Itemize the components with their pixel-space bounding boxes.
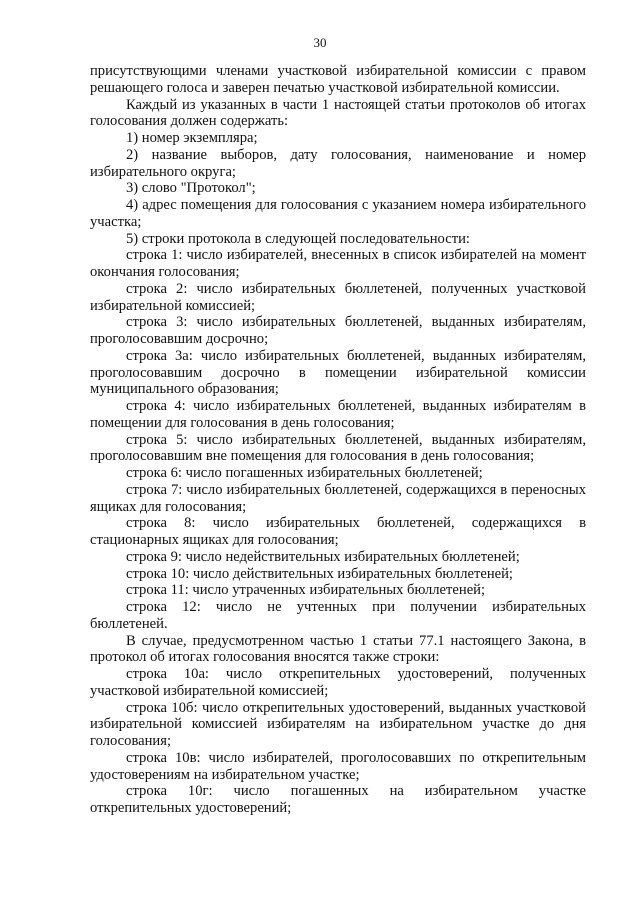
protocol-line-7: строка 7: число избирательных бюллетеней, содержащихся в переносных ящиках для голосования; xyxy=(90,481,586,515)
protocol-line-10: строка 10: число действительных избирательных бюллетеней; xyxy=(126,565,513,582)
protocol-line-10g: строка 10г: число погашенных на избирательном участке открепительных удостоверений; xyxy=(90,783,586,816)
protocol-line-6: строка 6: число погашенных избирательных бюллетеней; xyxy=(126,465,483,481)
paragraph-continuation: присутствующими членами участковой избирательной комиссии с правом решающего голоса и заверен печатью участковой избирательной комиссии. xyxy=(90,63,586,96)
protocol-line-10b: строка 10б: число открепительных удостоверений, выданных участковой избирательной комиссией избирателям на избирательном участке до дня голосования; xyxy=(90,699,586,749)
page-number: 30 xyxy=(313,35,327,50)
protocol-line-3a: строка 3а: число избирательных бюллетеней, выданных избирателям, проголосовавшим досрочно в помещении избирательной комиссии муниципального образования; xyxy=(90,347,586,398)
document-body xyxy=(90,63,586,817)
protocol-line-11: строка 11: число утраченных избирательных бюллетеней; xyxy=(126,582,486,599)
protocol-line-4: строка 4: число избирательных бюллетеней, выданных избирателям в помещении для голосования в день голосования; xyxy=(90,398,586,431)
protocol-line-5: строка 5: число избирательных бюллетеней, выданных избирателям, проголосовавшим вне помещения для голосования в день голосования; xyxy=(90,431,586,465)
protocol-line-2: строка 2: число избирательных бюллетеней, полученных участковой избирательной комиссией; xyxy=(90,280,586,314)
protocol-line-8: строка 8: число избирательных бюллетеней, содержащихся в стационарных ящиках для голосования; xyxy=(90,515,586,548)
paragraph-protocol-contents: Каждый из указанных в части 1 настоящей статьи протоколов об итогах голосования должен содержать: xyxy=(90,96,586,130)
list-item-2: 2) название выборов, дату голосования, наименование и номер избирательного округа; xyxy=(90,146,586,180)
protocol-line-10a: строка 10а: число открепительных удостоверений, полученных участковой избирательной комиссией; xyxy=(90,666,586,699)
protocol-line-3: строка 3: число избирательных бюллетеней, выданных избирателям, проголосовавшим досрочно; xyxy=(90,314,586,347)
list-item-4: 4) адрес помещения для голосования с указанием номера избирательного участка; xyxy=(90,197,586,230)
paragraph-additional-lines: В случае, предусмотренном частью 1 статьи 77.1 настоящего Закона, в протокол об итогах голосования вносятся также строки: xyxy=(90,632,586,666)
list-item-1: 1) номер экземпляра; xyxy=(126,130,258,146)
protocol-line-12: строка 12: число не учтенных при получении избирательных бюллетеней. xyxy=(90,599,586,632)
list-item-3: 3) слово "Протокол"; xyxy=(126,180,256,197)
protocol-line-9: строка 9: число недействительных избирательных бюллетеней; xyxy=(126,548,520,565)
protocol-line-1: строка 1: число избирателей, внесенных в список избирателей на момент окончания голосования; xyxy=(90,247,586,280)
list-item-5: 5) строки протокола в следующей последовательности: xyxy=(126,230,470,247)
protocol-line-10v: строка 10в: число избирателей, проголосовавших по открепительным удостоверениям на избирательном участке; xyxy=(90,749,586,783)
